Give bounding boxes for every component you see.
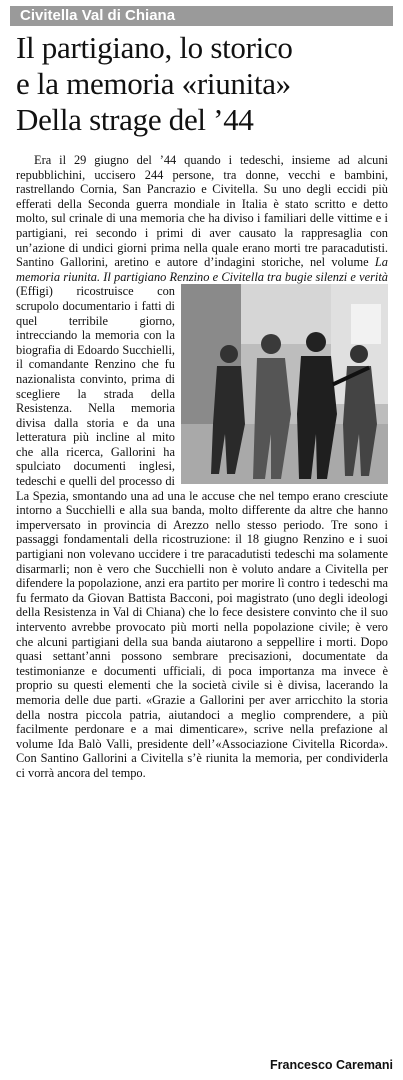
author-byline: Francesco Caremani	[270, 1058, 393, 1072]
article-body	[16, 153, 388, 1058]
article-text-part-1: Era il 29 giugno del ’44 quando i tedeschi, insieme ad alcuni repubblichini, uccisero 244 persone, tra donne, vecchi e bambini, rastrellando Cornia, San Pancrazio e Civitella. Su uno degli eccidi più efferati della Seconda guerra mondiale in Italia è stato scritto e detto molto, sul crinale di una memoria che ha diviso i familiari delle vittime e i partigiani, rei secondo i primi di aver causato la rappresaglia con un’azione di undici giorni prima nella quale erano morti tre paracadutisti. Santino Gallorini, aretino e autore d’indagini storiche, nel volume	[16, 153, 388, 270]
article-text-part-2: (Effigi) ricostruisce con scrupolo documentario i fatti di quel terribile giorno, intrecciando la memoria con la biografia di Edoardo Succhielli, il comandante Renzino che fu nazionalista convinto, prima di scegliere la strada della Resistenza. Nella memoria divisa dalla storia e da una letteratura più incline al mito che alla ricerca, Gallorini ha spulciato documenti inglesi, tedeschi e quelli del processo di La Spezia, smontando una ad una le accuse che nel tempo erano cresciute intorno a Succhielli e alla sua banda, molto differente da altre che hanno imperversato in provincia di Arezzo nello stesso periodo. Tre sono i passaggi fondamentali della ricostruzione: il 18 giugno Renzino e i suoi partigiani non volevano uccidere i tre paracadutisti tedeschi ma solamente disarmarli; non è vero che Succhielli non è voluto andare a Civitella per difendere la popolazione, anzi era partito per morire lì contro i tedeschi ma fu fermato da Giovan Battista Bacconi, poi magistrato (uno degli ideologi della Resistenza in Val di Chiana) che lo fece desistere convinto che il suo intervento avrebbe provocato più morti nella popolazione civile; è vero che alcuni partigiani della sua banda aiutarono a seppellire i morti. Dopo quasi settant’anni possono sembrare precisazioni, documentate da testimonianze e documenti ufficiali, di poca importanza ma invece è proprio su questi elementi che la società civile si è divisa, lacerando la memoria delle due parti. «Grazie a Gallorini per aver arricchito la storia della nostra piccola patria, aiutandoci a meglio comprendere, a più facilmente perdonare e a mai dimenticare», scrive nella prefazione al volume Ida Balò Valli, presidente dell’«Associazione Civitella Ricorda». Con Santino Gallorini a Civitella s’è riunita la memoria, per condividerla ci vorrà ancora del tempo.	[16, 284, 388, 780]
partisans-photo-image	[181, 284, 388, 484]
headline-line-3: Della strage del ’44	[16, 102, 254, 137]
headline-line-1: Il partigiano, lo storico	[16, 30, 293, 65]
section-label: Civitella Val di Chiana	[10, 6, 393, 26]
article-text-part-2-with-photo	[16, 284, 388, 780]
headline	[16, 30, 396, 138]
partisans-photo	[181, 284, 388, 484]
article-paragraph	[16, 153, 388, 781]
book-title: La memoria riunita. Il partigiano Renzino e Civitella tra bugie silenzi e verità	[16, 255, 388, 284]
headline-line-2: e la memoria «riunita»	[16, 66, 291, 101]
